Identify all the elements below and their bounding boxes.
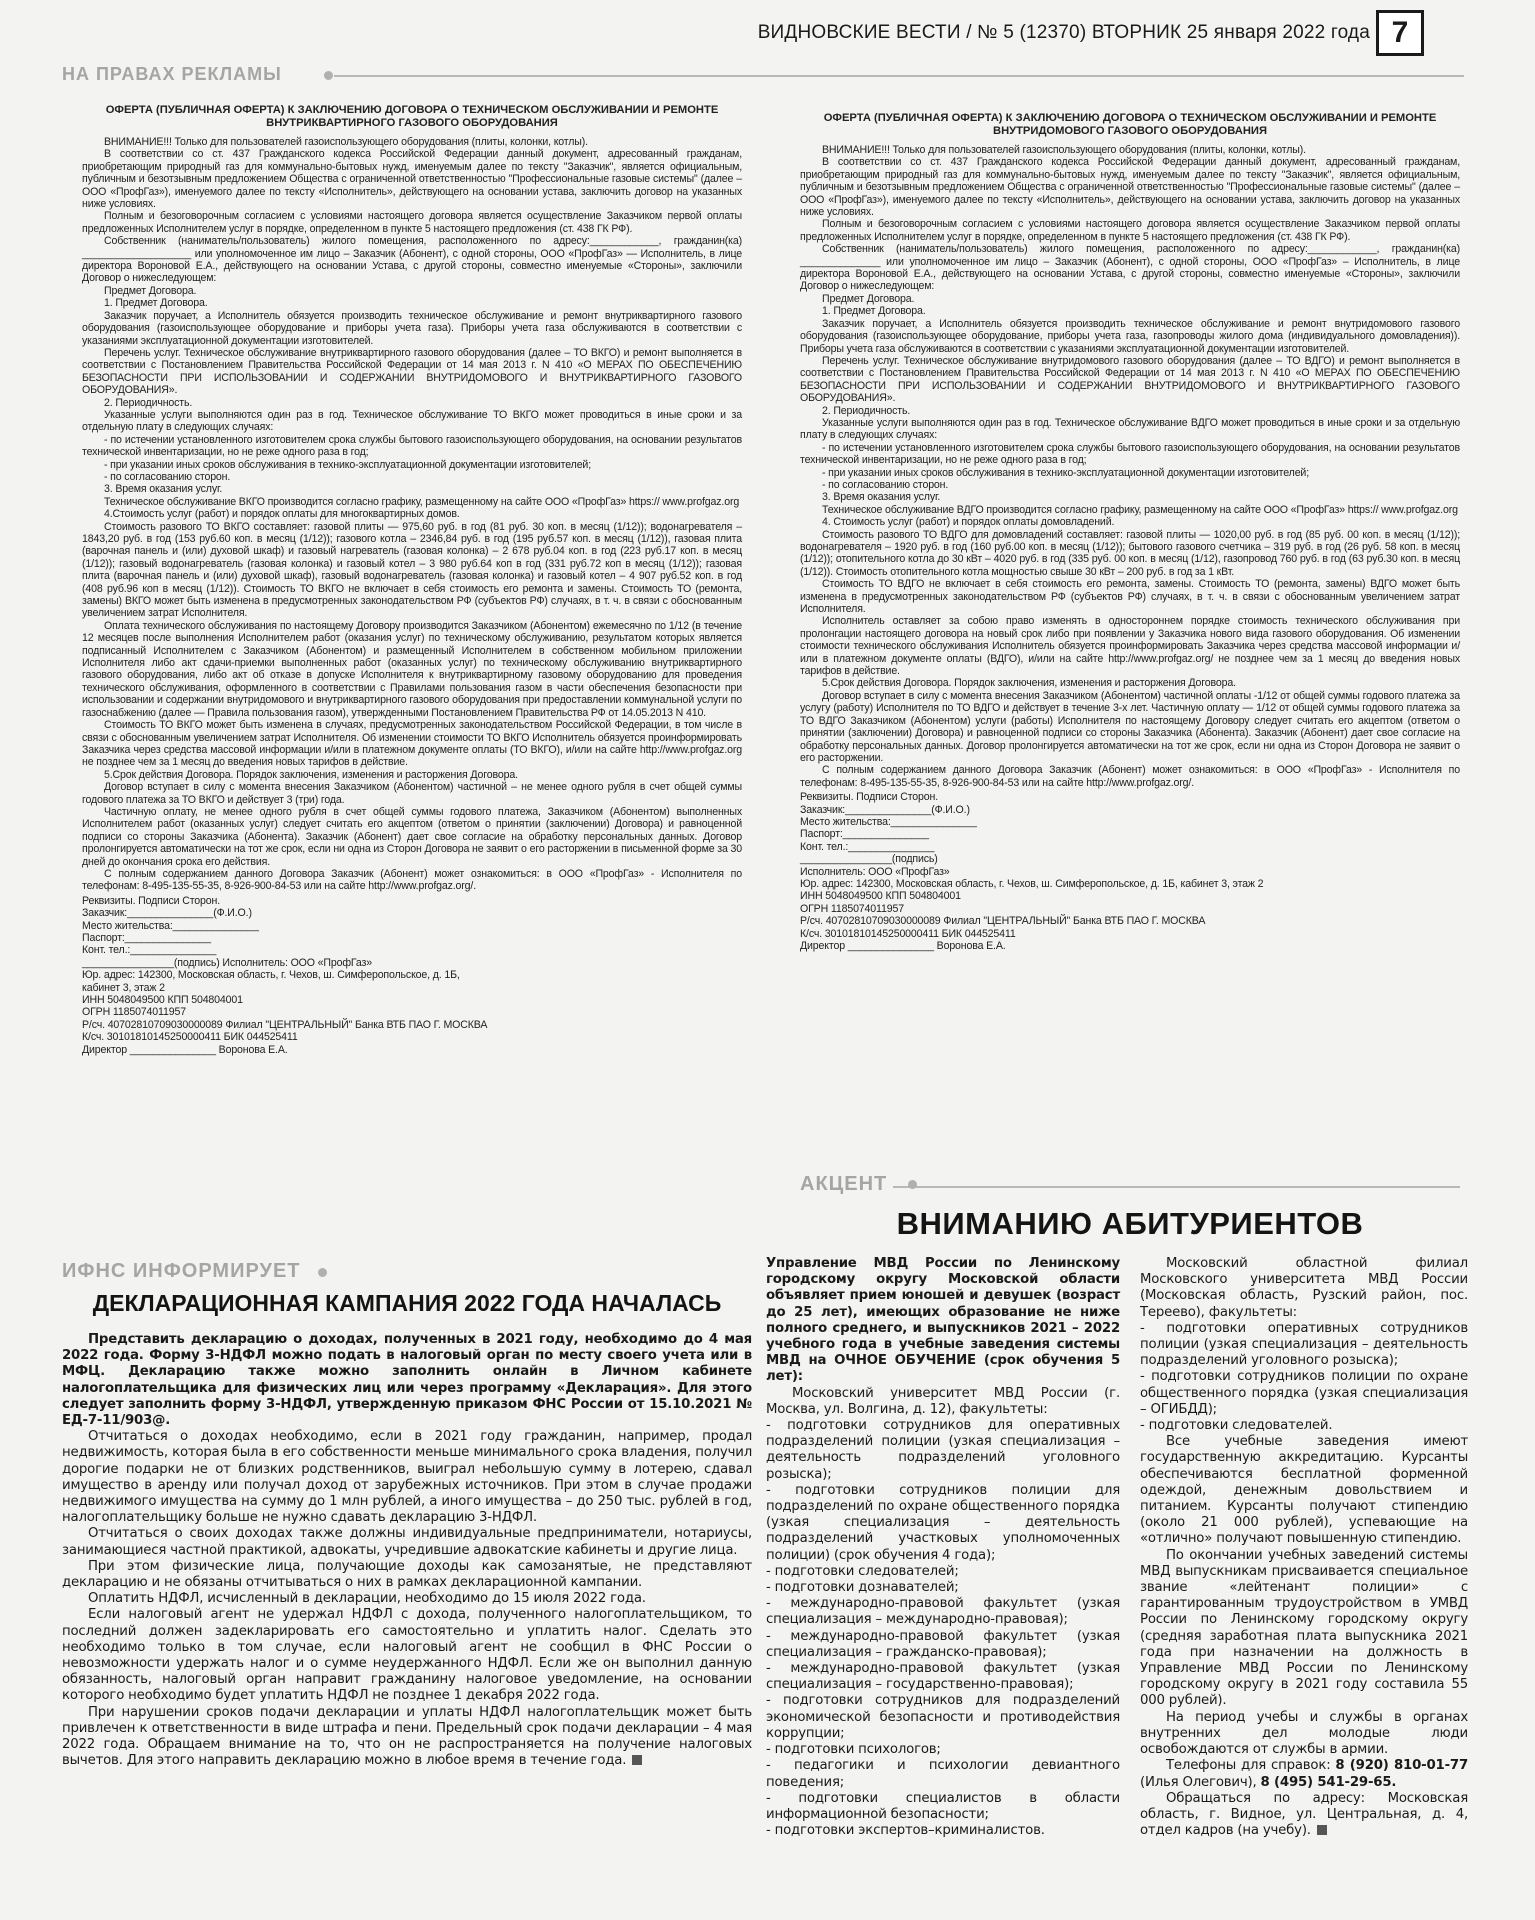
offer-left-body bbox=[82, 136, 742, 893]
requisite-line: Реквизиты. Подписи Сторон. bbox=[800, 791, 939, 804]
paragraph: - по согласованию сторон. bbox=[822, 478, 949, 491]
section-dot bbox=[908, 1180, 917, 1189]
paragraph: Частичную оплату, не менее одного рубля в счет общей суммы годового платежа, Заказчиком (Абонентом) выполненных Исполнителем работ (оказанных услуг) следует считать его акцептом (ответом о принятии (заключении) Договора) и равноценной подписи со стороны Заказчика (Абонента). Заказчик (Абонент) дает свое согласие на обработку персональных данных. Договор пролонгируется автоматически на тот же срок, если ни одна из Сторон Договора не заявит о его расторжении в письменной форме за 30 дней до окончания срока его действия. bbox=[82, 805, 742, 868]
paragraph: Полным и безоговорочным согласием с условиями настоящего договора является осуществление Заказчиком первой оплаты предложенных Исполнителем услуг в порядке, определенном в пункте 5 настоящего предложения (ст. 438 ГК РФ). bbox=[82, 210, 742, 235]
paragraph: - международно-правовой факультет (узкая специализация – международно-правовая); bbox=[766, 1596, 1120, 1628]
paragraph: ВНИМАНИЕ!!! Только для пользователей газоиспользующего оборудования (плиты, колонки, котлы). bbox=[822, 144, 1306, 156]
paragraph: Предмет Договора. bbox=[822, 292, 915, 305]
ifns-body bbox=[62, 1429, 752, 1769]
paragraph: Перечень услуг. Техническое обслуживание внутридомового газового оборудования (далее – ТО ВДГО) и ремонт выполняется в соответствии с Постановлением Правительства Российской Федерации от 14 мая 2013 г. N 410 «О МЕРАХ ПО ОБЕСПЕЧЕНИЮ БЕЗОПАСНОСТИ ПРИ ИСПОЛЬЗОВАНИИ И СОДЕРЖАНИИ ВНУТРИДОМОВОГО И ВНУТРИКВАРТИРНОГО ГАЗОВОГО ОБОРУДОВАНИЯ». bbox=[800, 354, 1460, 405]
paragraph: - при указании иных сроков обслуживания в технико-эксплуатационной документации изготовителей; bbox=[104, 458, 591, 471]
paragraph: Техническое обслуживание ВДГО производится согласно графику, размещенному на сайте ООО «ПрофГаз» https:// www.profgaz.org bbox=[822, 503, 1458, 516]
requisite-line: Место жительства:_______________ bbox=[800, 815, 977, 828]
ifns-article bbox=[62, 1332, 752, 1769]
requisite-line: Заказчик:_______________(Ф.И.О.) bbox=[82, 907, 252, 920]
paragraph: 4.Стоимость услуг (работ) и порядок оплаты для многоквартирных домов. bbox=[104, 508, 460, 521]
paragraph: Заказчик поручает, а Исполнитель обязуется производить техническое обслуживание и ремонт внутриквартирного газового оборудования (газоиспользующее оборудование и приборы учета газа). Приборы учета газа обслуживаются в соответствии с указаниями эксплуатационной документации изготовителей. bbox=[82, 309, 742, 347]
paragraph: - подготовки психологов; bbox=[766, 1742, 941, 1758]
section-tag-akcent: АКЦЕНТ bbox=[800, 1173, 893, 1196]
paragraph: В соответствии со ст. 437 Гражданского кодекса Российской Федерации данный документ, адресованный гражданам, приобретающим природный газ для коммунально-бытовых нужд, именуемым далее по тексту "Заказчик", является официальным, публичным и безотзывным предложением Общества с ограниченной ответственностью "Профессиональные газовые системы" (далее – ООО «ПрофГаз»), именуемого далее по тексту «Исполнитель», действующего на основании устава, заключить договор на указанных ниже условиях. bbox=[82, 148, 742, 211]
requisite-line: ИНН 5048049500 КПП 504804001 bbox=[82, 994, 243, 1007]
paragraph: Если налоговый агент не удержал НДФЛ с дохода, полученного налогоплательщиком, то последний должен задекларировать его самостоятельно и уплатить налог. Сделать это необходимо только в том случае, если налоговый агент не сообщил в ФНС России о невозможности удержать налог и о сумме неудержанного НДФЛ. Если же он выполнил данную обязанность, налоговый орган направит гражданину налоговое уведомление, на основании которого необходимо будет уплатить НДФЛ не позднее 1 декабря 2022 года. bbox=[62, 1607, 752, 1704]
masthead bbox=[60, 10, 1500, 58]
paragraph: - международно-правовой факультет (узкая специализация – гражданско-правовая); bbox=[766, 1628, 1120, 1660]
paragraph: Собственник (наниматель/пользователь) жилого помещения, расположенного по адресу:____________, гражданин(ка) ______________ или уполномоченное им лицо – Заказчик (Абонент), с одной стороны, ООО «ПрофГаз» – Исполнитель, в лице директора Вороновой Е.А., действующего на основании Устава, с другой стороны, совместно именуемые «Стороны», заключили Договор о нижеследующем: bbox=[800, 243, 1460, 293]
paragraph: 5.Срок действия Договора. Порядок заключения, изменения и расторжения Договора. bbox=[822, 677, 1236, 690]
paragraph: - подготовки следователей. bbox=[1140, 1418, 1333, 1434]
section-rule bbox=[800, 1186, 1460, 1188]
paragraph: Стоимость ТО ВДГО не включает в себя стоимость его ремонта, замены. Стоимость ТО (ремонта, замены) ВДГО может быть изменена в предусмотренных законодательством РФ (субъектов РФ) случаях, в т. ч. в связи с обоснованным увеличением затрат Исполнителя. bbox=[800, 578, 1460, 616]
address-text: Обращаться по адресу: Московская область, г. Видное, ул. Центральная, д. 4, отдел кадров (на учебу). bbox=[1140, 1790, 1468, 1839]
page-number: 7 bbox=[1376, 10, 1424, 56]
paragraph: - по истечении установленного изготовителем срока службы бытового газоиспользующего оборудования, на основании результатов технической инвентаризации, но не реже одного раза в год; bbox=[800, 441, 1460, 467]
paragraph: - педагогики и психологии девиантного поведения; bbox=[766, 1758, 1120, 1790]
paragraph: С полным содержанием данного Договора Заказчик (Абонент) может ознакомиться: в ООО «ПрофГаз» - Исполнителя по телефонам: 8-495-135-55-35, 8-926-900-84-53 или на сайте http://www.profgaz.org/. bbox=[800, 764, 1460, 789]
requisite-line: Исполнитель: ООО «ПрофГаз» bbox=[800, 865, 950, 878]
paragraph: - подготовки сотрудников для подразделений экономической безопасности и противодействия коррупции; bbox=[766, 1693, 1120, 1741]
requisite-line: Директор _______________ Воронова Е.А. bbox=[800, 940, 1006, 952]
requisite-line: Юр. адрес: 142300, Московская область, г. Чехов, ш. Симферопольское, д. 1Б, bbox=[82, 969, 460, 982]
paragraph: Стоимость разового ТО ВДГО для домовладений составляет: газовой плиты — 1020,00 руб. в год (85 руб. 00 коп. в месяц (1/12)); водонагревателя – 1920 руб. в год (160 руб.00 коп. в месяц (1/12)); бытового газового счетчика – 319 руб. в год (26 руб. 58 коп. в месяц (1/12)); отопительного котла до 30 кВт – 4020 руб. в год (335 руб. 00 коп. в месяц (1/12), газопровод 760 руб. в год (63 руб.30 коп. в месяц (1/12)). Стоимость отопительного котла мощностью свыше 30 кВт – 200 руб. в год за 1 кВт. bbox=[800, 528, 1460, 578]
phone-1: 8 (920) 810-01-77 bbox=[1335, 1758, 1469, 1774]
paragraph: 1. Предмет Договора. bbox=[822, 305, 926, 318]
paragraph: - при указании иных сроков обслуживания в технико-эксплуатационной документации изготовителей; bbox=[822, 466, 1309, 479]
offer-right bbox=[800, 112, 1460, 1162]
requisite-line: К/сч. 30101810145250000411 БИК 044525411 bbox=[82, 1031, 298, 1044]
paragraph: - подготовки экспертов–криминалистов. bbox=[766, 1823, 1045, 1839]
paragraph: - по истечении установленного изготовителем срока службы бытового газоиспользующего оборудования, на основании результатов технической инвентаризации, но не реже одного раза в год; bbox=[82, 433, 742, 459]
requisite-line: Паспорт:_______________ bbox=[82, 932, 211, 944]
paragraph: С полным содержанием данного Договора Заказчик (Абонент) может ознакомиться: в ООО «ПрофГаз» - Исполнителя по телефонам: 8-495-135-55-35, 8-926-900-84-53 или на сайте http://www.profgaz.org/. bbox=[82, 867, 742, 893]
requisite-line: ИНН 5048049500 КПП 504804001 bbox=[800, 890, 961, 903]
paragraph: Управление МВД России по Ленинскому городскому округу Московской области объявляет прием юношей и девушек (возраст до 25 лет), имеющих образование не ниже полного среднего, и выпускников 2021 – 2022 учебного года в учебные заведения системы МВД на ОЧНОЕ ОБУЧЕНИЕ (срок обучения 5 лет): bbox=[766, 1256, 1120, 1385]
phone-1-name: (Илья Олегович), bbox=[1140, 1774, 1257, 1790]
paragraph: - подготовки следователей; bbox=[766, 1563, 959, 1579]
offer-right-body bbox=[800, 144, 1460, 789]
paragraph: 5.Срок действия Договора. Порядок заключения, изменения и расторжения Договора. bbox=[104, 768, 518, 781]
requisite-line: Паспорт:_______________ bbox=[800, 828, 929, 841]
paragraph: Техническое обслуживание ВКГО производится согласно графику, размещенному на сайте ООО «ПрофГаз» https:// www.profgaz.org bbox=[104, 495, 740, 508]
paragraph: 1. Предмет Договора. bbox=[104, 297, 208, 310]
paragraph: - подготовки дознавателей; bbox=[766, 1580, 959, 1596]
requisite-line: Юр. адрес: 142300, Московская область, г. Чехов, ш. Симферопольское, д. 1Б, кабинет 3, этаж 2 bbox=[800, 877, 1264, 890]
paragraph: Полным и безоговорочным согласием с условиями настоящего договора является осуществление Заказчиком первой оплаты предложенных Исполнителем услуг в порядке, определенном в пункте 5 настоящего предложения (ст. 438 ГК РФ). bbox=[800, 218, 1460, 243]
offer-left-title: ОФЕРТА (ПУБЛИЧНАЯ ОФЕРТА) К ЗАКЛЮЧЕНИЮ ДОГОВОРА О ТЕХНИЧЕСКОМ ОБСЛУЖИВАНИИ И РЕМОНТЕ ВНУТРИКВАРТИРНОГО ГАЗОВОГО ОБОРУДОВАНИЯ bbox=[105, 104, 719, 129]
section-dot bbox=[318, 1268, 327, 1277]
section-tag-advertising: НА ПРАВАХ РЕКЛАМЫ bbox=[62, 64, 282, 84]
section-rule bbox=[334, 75, 1464, 77]
requisite-line: кабинет 3, этаж 2 bbox=[82, 981, 165, 994]
requisite-line: Заказчик:_______________(Ф.И.О.) bbox=[800, 803, 970, 816]
paragraph: По окончании учебных заведений системы МВД выпускникам присваивается специальное звание «лейтенант полиции» с гарантированным трудоустройством в УМВД России по Ленинскому городскому округу (средняя заработная плата выпускника 2021 года при назначении на должность в Управление МВД России по Ленинскому городскому округу в 2021 году составила 55 000 рублей). bbox=[1140, 1547, 1468, 1709]
requisite-line: ОГРН 1185074011957 bbox=[800, 902, 904, 915]
akcent-address bbox=[1140, 1791, 1468, 1840]
paragraph: Заказчик поручает, а Исполнитель обязуется производить техническое обслуживание и ремонт внутридомового газового оборудования (газоиспользующее оборудование, приборы учета газа, газопроводы жилого дома (индивидуального домовладения)). Приборы учета газа обслуживаются в соответствии с указаниями эксплуатационной документации изготовителей. bbox=[800, 317, 1460, 355]
paragraph: 3. Время оказания услуг. bbox=[104, 483, 223, 496]
paragraph: Указанные услуги выполняются один раз в год. Техническое обслуживание ВДГО может проводиться в иные сроки и за отдельную плату в следующих случаях: bbox=[800, 416, 1460, 442]
paragraph: 3. Время оказания услуг. bbox=[822, 491, 941, 504]
requisite-line: ________________(подпись) bbox=[800, 853, 938, 866]
requisite-line: Р/сч. 40702810709030000089 Филиал "ЦЕНТРАЛЬНЫЙ" Банка ВТБ ПАО Г. МОСКВА bbox=[800, 915, 1206, 928]
paragraph: 2. Периодичность. bbox=[104, 396, 193, 409]
paragraph: При нарушении сроков подачи декларации и уплаты НДФЛ налогоплательщик может быть привлечен к ответственности в виде штрафа и пени. Предельный срок подачи декларации – 4 мая 2022 года. Обращаем внимание на то, что он не распространяется на получение налоговых вычетов. Для этого направить декларацию можно в любое время в течение года. bbox=[62, 1704, 752, 1769]
requisite-line: К/сч. 30101810145250000411 БИК 044525411 bbox=[800, 927, 1016, 940]
paragraph: - подготовки специалистов в области информационной безопасности; bbox=[766, 1790, 1120, 1822]
paragraph: При этом физические лица, получающие доходы как самозанятые, не представляют декларацию и не обязаны отчитываться о них в рамках декларационной кампании. bbox=[62, 1558, 752, 1591]
offer-right-requisites bbox=[800, 791, 1460, 952]
paragraph: - подготовки сотрудников полиции для подразделений по охране общественного порядка (узкая специализация – деятельность подразделений участковых уполномоченных полиции) (срок обучения 4 года); bbox=[766, 1482, 1120, 1563]
requisite-line: Конт. тел.:_______________ bbox=[800, 840, 935, 853]
paragraph: В соответствии со ст. 437 Гражданского кодекса Российской Федерации данный документ, адресованный гражданам, приобретающим природный газ для коммунально-бытовых нужд, именуемым далее по тексту "Заказчик", является официальным, публичным и безотзывным предложением Общества с ограниченной ответственностью "Профессиональные газовые системы" (далее – ООО «ПрофГаз»), именуемого далее по тексту «Исполнитель», действующего на основании устава, заключить договор на указанных ниже условиях. bbox=[800, 156, 1460, 219]
offer-left bbox=[82, 104, 742, 1274]
requisite-line: Место жительства:_______________ bbox=[82, 919, 259, 932]
paragraph: Собственник (наниматель/пользователь) жилого помещения, расположенного по адресу:____________, гражданин(ка) ___________________ или уполномоченное им лицо – Заказчик (Абонент), с одной стороны, ООО «ПрофГаз» — Исполнитель, в лице директора Вороновой Е.А., действующего на основании Устава, с другой стороны, совместно именуемые «Стороны», заключили Договор о нижеследующем: bbox=[82, 235, 742, 285]
requisite-line: Директор _______________ Воронова Е.А. bbox=[82, 1043, 288, 1056]
requisite-line: Р/сч. 40702810709030000089 Филиал "ЦЕНТРАЛЬНЫЙ" Банка ВТБ ПАО Г. МОСКВА bbox=[82, 1018, 488, 1031]
paragraph: Договор вступает в силу с момента внесения Заказчиком (Абонентом) частичной оплаты -1/12 от общей суммы годового платежа за услугу (работу) Исполнителя по ТО ВДГО и действует в течение 3-х лет. Частичную оплату — 1/12 от общей суммы годового платежа за ТО ВДГО Заказчиком (Абонентом) услуги (работы) Исполнителя по настоящему Договору следует считать его акцептом (ответом о принятии (заключении) Договора) и равноценной подписи со стороны Заказчика (Абонента). Заказчик (Абонент) дает свое согласие на обработку персональных данных. Договор пролонгируется автоматически на тот же срок, если ни одна из Сторон Договора не заявит о его расторжении. bbox=[800, 689, 1460, 764]
paragraph: Московский областной филиал Московского университета МВД России (Московская область, Рузский район, пос. Тереево), факультеты: bbox=[1140, 1256, 1468, 1320]
paragraph: На период учебы и службы в органах внутренних дел молодые люди освобождаются от службы в армии. bbox=[1140, 1709, 1468, 1758]
paragraph: Предмет Договора. bbox=[104, 284, 197, 297]
requisite-line: Реквизиты. Подписи Сторон. bbox=[82, 894, 221, 907]
offer-right-title: ОФЕРТА (ПУБЛИЧНАЯ ОФЕРТА) К ЗАКЛЮЧЕНИЮ ДОГОВОРА О ТЕХНИЧЕСКОМ ОБСЛУЖИВАНИИ И РЕМОНТЕ ВНУТРИДОМОВОГО ГАЗОВОГО ОБОРУДОВАНИЯ bbox=[823, 112, 1437, 137]
paragraph: Договор вступает в силу с момента внесения Заказчиком (Абонентом) частичной – не менее одного рубля в счет общей суммы годового платежа за ТО ВКГО и действует 3 (три) года. bbox=[82, 781, 742, 806]
paragraph: 2. Периодичность. bbox=[822, 404, 911, 417]
phones-label: Телефоны для справок: bbox=[1166, 1758, 1331, 1774]
paragraph: ВНИМАНИЕ!!! Только для пользователей газоиспользующего оборудования (плиты, колонки, котлы). bbox=[104, 136, 588, 148]
paragraph: - подготовки оперативных сотрудников полиции (узкая специализация – деятельность подразделений уголовного розыска); bbox=[1140, 1320, 1468, 1369]
paragraph: Оплатить НДФЛ, исчисленный в декларации, необходимо до 15 июля 2022 года. bbox=[88, 1591, 646, 1607]
end-mark bbox=[1317, 1825, 1327, 1835]
paragraph: - подготовки сотрудников полиции по охране общественного порядка (узкая специализация – ОГИБДД); bbox=[1140, 1369, 1468, 1417]
ifns-lead: Представить декларацию о доходах, полученных в 2021 году, необходимо до 4 мая 2022 года. Форму 3-НДФЛ можно подать в налоговый орган по месту своего учета или в МФЦ. Декларацию также можно заполнить онлайн в Личном кабинете налогоплательщика для физических лиц или через программу «Декларация». Для этого следует заполнить форму 3-НДФЛ, утвержденную приказом ФНС России от 15.10.2021 № ЕД-7-11/903@. bbox=[62, 1332, 752, 1429]
paragraph: Оплата технического обслуживания по настоящему Договору производится Заказчиком (Абонентом) ежемесячно по 1/12 (в течение 12 месяцев после выполнения Исполнителем работ (оказания услуг) по техническому обслуживанию, результатом которых является подписанный Исполнителем с Заказчиком (Абонентом) и размещенный Исполнителем в собственном мобильном приложении Исполнителя либо акт сдачи-приемки выполненных работ (оказанных услуг) по техническому обслуживанию внутриквартирного газового оборудования, либо акт об отказе в допуске Исполнителя к внутриквартирному газовому оборудованию для проведения технического обслуживания, оформленного в соответствии с Правилами пользования газом в части обеспечения безопасности при использовании и содержании внутридомового и внутриквартирного газового оборудования при предоставлении коммунальной услуги по газоснабжению (далее — Правила пользования газом), утвержденными Постановлением Правительства РФ от 14.05.2013 N 410. bbox=[82, 619, 742, 719]
paragraph: Московский университет МВД России (г. Москва, ул. Волгина, д. 12), факультеты: bbox=[766, 1385, 1120, 1417]
paragraph: Исполнитель оставляет за собою право изменять в одностороннем порядке стоимость технического обслуживания при пролонгации настоящего договора на новый срок либо при появлении у Заказчика нового вида газового оборудования. Об изменении стоимости технического обслуживания Исполнитель обязуется проинформировать Заказчика через средства массовой информации и/или в платежном документе оплаты (ВДГО), и/или на сайте http://www.profgaz.org/ не позднее чем за 1 месяц до введения новых тарифов в действие. bbox=[800, 615, 1460, 678]
end-mark bbox=[632, 1755, 642, 1765]
paragraph: Указанные услуги выполняются один раз в год. Техническое обслуживание ТО ВКГО может проводиться в иные сроки и за отдельную плату в следующих случаях: bbox=[82, 408, 742, 434]
section-dot bbox=[324, 71, 333, 80]
requisite-line: ________________(подпись) Исполнитель: ООО «ПрофГаз» bbox=[82, 956, 372, 969]
akcent-col2 bbox=[1140, 1256, 1468, 1839]
section-tag-ifns: ИФНС ИНФОРМИРУЕТ bbox=[62, 1260, 301, 1282]
paragraph: - по согласованию сторон. bbox=[104, 470, 231, 483]
paragraph: Стоимость ТО ВКГО может быть изменена в случаях, предусмотренных законодательством Российской Федерации, в том числе в связи с обоснованным увеличением затрат Исполнителя. Об изменении стоимости ТО ВКГО Исполнитель обязуется проинформировать Заказчика через средства массовой информации и/или в платежном документе оплаты (ТО ВКГО), и/или на сайте http://www.profgaz.org не позднее чем за 1 месяц до введения новых тарифов в действие. bbox=[82, 719, 742, 769]
paragraph: Стоимость разового ТО ВКГО составляет: газовой плиты — 975,60 руб. в год (81 руб. 30 коп. в месяц (1/12)); водонагревателя – 1843,20 руб. в год (153 руб.60 коп. в месяц (1/12)); газового котла – 2346,84 руб. в год (195 руб.57 коп. в месяц (1/12)), газовая плита (варочная панель и (или) духовой шкаф) и газовый нагреватель (газовая колонка) – 2 678 руб.04 коп. в год (223 руб.17 коп. в месяц (1/12)); газовый водонагреватель (газовая колонка) и газовый котел – 3 980 руб.64 коп в год (331 руб.72 коп в месяц (1/12)); газовая плита (варочная панель и (или) духовой шкаф), газовый водонагреватель (газовая колонка) и газовый котел – 4 907 руб.52 коп. в год (408 руб.96 коп в месяц (1/12)). Стоимость ТО ВКГО не включает в себя стоимость его ремонта и замены. Стоимость ТО (ремонта, замены) ВКГО может быть изменена в предусмотренных законодательством РФ (субъектов РФ) случаях, в т. ч. в связи с обоснованным увеличением затрат Исполнителя. bbox=[82, 520, 742, 620]
akcent-headline: ВНИМАНИЮ АБИТУРИЕНТОВ bbox=[896, 1206, 1364, 1241]
requisite-line: ОГРН 1185074011957 bbox=[82, 1006, 186, 1019]
paragraph: Отчитаться о своих доходах также должны индивидуальные предприниматели, нотариусы, занимающиеся частной практикой, адвокаты, учредившие адвокатские кабинеты и другие лица. bbox=[62, 1526, 752, 1558]
paragraph: - подготовки сотрудников для оперативных подразделений полиции (узкая специализация – деятельность подразделений уголовного розыска); bbox=[766, 1418, 1120, 1482]
paragraph: Отчитаться о доходах необходимо, если в 2021 году гражданин, например, продал недвижимость, которая была в его собственности меньше минимального срока владения, получил дорогие подарки не от близких родственников, выиграл небольшую сумму в лотерею, сдавал имущество в аренду или получал доход от зарубежных источников. При этом в случае продажи недвижимого имущества на сумму до 1 млн рублей, а иного имущества – до 250 тыс. рублей в год, налогоплательщику больше не нужно сдавать декларацию 3-НДФЛ. bbox=[62, 1429, 752, 1526]
offer-left-requisites bbox=[82, 895, 742, 1056]
paragraph: - международно-правовой факультет (узкая специализация – государственно-правовая); bbox=[766, 1661, 1120, 1693]
paragraph: Все учебные заведения имеют государственную аккредитацию. Курсанты обеспечиваются бесплатной форменной одеждой, денежным довольствием и питанием. Курсанты получают стипендию (около 21 000 рублей), успевающие на «отлично» получают повышенную стипендию. bbox=[1140, 1434, 1468, 1547]
phone-2: 8 (495) 541-29-65. bbox=[1260, 1774, 1397, 1790]
requisite-line: Конт. тел.:_______________ bbox=[82, 944, 217, 957]
akcent-phones bbox=[1140, 1758, 1468, 1790]
ifns-headline: ДЕКЛАРАЦИОННАЯ КАМПАНИЯ 2022 ГОДА НАЧАЛАСЬ bbox=[92, 1290, 722, 1316]
paragraph: 4. Стоимость услуг (работ) и порядок оплаты домовладений. bbox=[822, 516, 1115, 529]
paragraph: Перечень услуг. Техническое обслуживание внутриквартирного газового оборудования (далее – ТО ВКГО) и ремонт выполняется в соответствии с Постановлением Правительства Российской Федерации от 14 мая 2013 г. N 410 «О МЕРАХ ПО ОБЕСПЕЧЕНИЮ БЕЗОПАСНОСТИ ПРИ ИСПОЛЬЗОВАНИИ И СОДЕРЖАНИИ ВНУТРИДОМОВОГО И ВНУТРИКВАРТИРНОГО ГАЗОВОГО ОБОРУДОВАНИЯ». bbox=[82, 346, 742, 397]
newspaper-issue-line: ВИДНОВСКИЕ ВЕСТИ / № 5 (12370) ВТОРНИК 25 января 2022 года bbox=[757, 22, 1370, 43]
akcent-col1 bbox=[766, 1256, 1120, 1839]
